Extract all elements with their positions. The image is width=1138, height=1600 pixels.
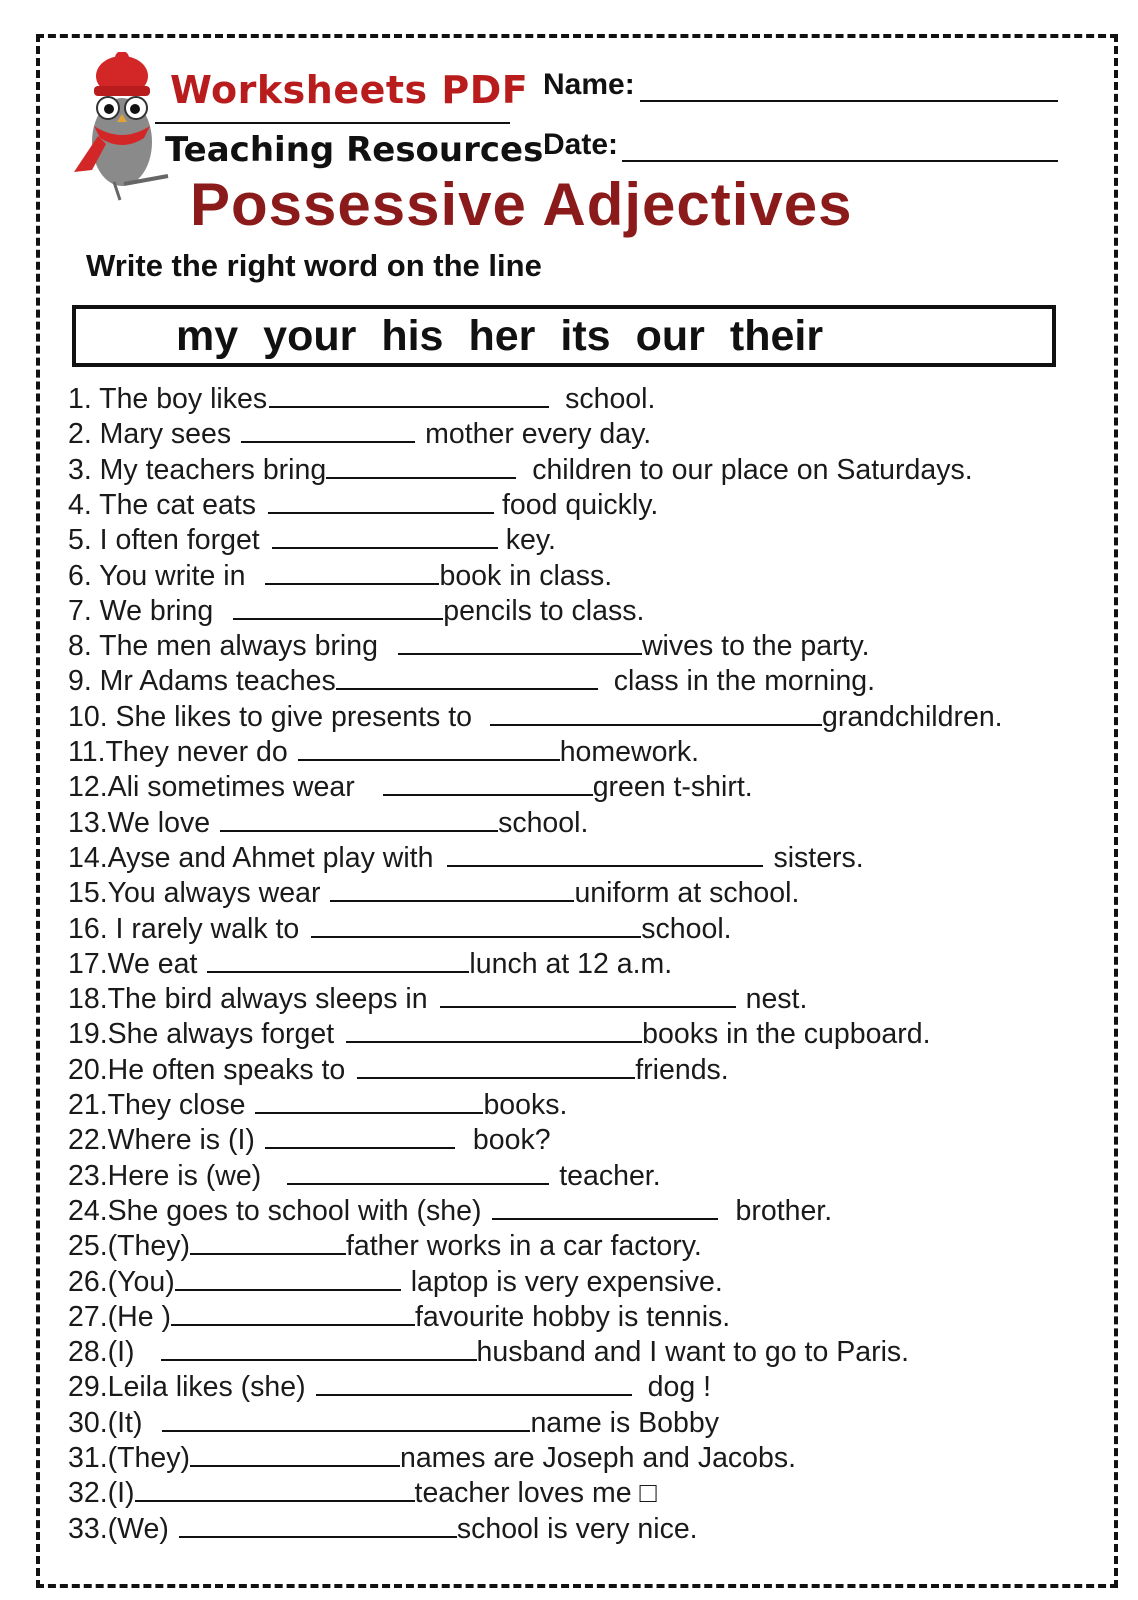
question-text-end: books in the cupboard. [642, 1018, 931, 1051]
question-text: 31.(They) [68, 1442, 190, 1474]
question-text: 24.She goes to school with (she) [68, 1194, 482, 1227]
question-item [68, 947, 672, 981]
question-item [68, 1265, 723, 1299]
question-item [68, 664, 875, 698]
question-text: 7. We bring [68, 594, 214, 627]
question-item [68, 559, 612, 593]
answer-blank[interactable] [330, 878, 574, 902]
question-item [68, 1159, 661, 1193]
question-text: 1. The boy likes [68, 383, 268, 415]
question-item [68, 735, 699, 769]
question-text: 2. Mary sees [68, 418, 232, 451]
question-item [68, 382, 655, 416]
question-text-end: school is very nice. [456, 1512, 698, 1545]
question-text-end: green t-shirt. [592, 771, 753, 804]
question-item [68, 1406, 719, 1440]
answer-blank[interactable] [162, 1408, 530, 1432]
answer-blank[interactable] [492, 1196, 718, 1220]
answer-blank[interactable] [336, 666, 598, 690]
question-text-end: teacher loves me □ [414, 1477, 657, 1510]
answer-blank[interactable] [207, 949, 469, 973]
answer-blank[interactable] [190, 1231, 346, 1255]
question-text: 33.(We) [68, 1512, 169, 1545]
question-item [68, 700, 1003, 734]
question-text: 18.The bird always sleeps in [68, 983, 428, 1016]
question-item [68, 982, 807, 1016]
brand-subtitle: Teaching Resources [165, 130, 544, 170]
question-text: 8. The men always bring [68, 630, 378, 663]
question-text: 26.(You) [68, 1265, 175, 1298]
question-item [68, 912, 732, 946]
question-text: 6. You write in [68, 559, 246, 592]
answer-blank[interactable] [272, 525, 498, 549]
name-field[interactable] [640, 100, 1058, 102]
question-text-end: school. [565, 383, 656, 415]
question-item [68, 770, 753, 804]
question-text-end: mother every day. [425, 418, 652, 451]
question-text-end: laptop is very expensive. [410, 1265, 723, 1298]
question-text-end: nest. [745, 983, 808, 1016]
question-text: 16. I rarely walk to [68, 912, 300, 945]
question-text: 27.(He ) [68, 1300, 171, 1333]
question-text-end: homework. [559, 736, 700, 768]
answer-blank[interactable] [440, 984, 736, 1008]
word-bank-item: your [263, 312, 357, 360]
question-item [68, 594, 644, 628]
question-text-end: uniform at school. [574, 877, 800, 910]
question-text: 30.(It) [68, 1406, 143, 1439]
answer-blank[interactable] [171, 1302, 415, 1326]
question-text: 23.Here is (we) [68, 1159, 262, 1192]
question-item [68, 417, 651, 451]
worksheet-title: Possessive Adjectives [190, 171, 853, 238]
word-bank [176, 312, 823, 361]
question-item [68, 453, 973, 487]
question-text-end: key. [505, 524, 556, 557]
answer-blank[interactable] [383, 772, 593, 796]
question-text: 12.Ali sometimes wear [68, 771, 355, 804]
question-text-end: school. [498, 806, 589, 839]
answer-blank[interactable] [298, 737, 560, 761]
question-text: 5. I often forget [68, 524, 260, 557]
question-item [68, 876, 799, 910]
question-text-end: books. [483, 1089, 568, 1121]
answer-blank[interactable] [179, 1514, 457, 1538]
question-text: 20.He often speaks to [68, 1053, 346, 1086]
question-text-end: teacher. [559, 1159, 661, 1192]
question-item [68, 1053, 729, 1087]
answer-blank[interactable] [135, 1478, 415, 1502]
question-text-end: book in class. [439, 559, 613, 592]
question-text: 13.We love [68, 806, 211, 839]
answer-blank[interactable] [241, 419, 415, 443]
question-text-end: husband and I want to go to Paris. [476, 1336, 910, 1369]
word-bank-item: our [635, 312, 705, 360]
answer-blank[interactable] [326, 455, 516, 479]
question-text-end: grandchildren. [821, 700, 1003, 733]
answer-blank[interactable] [255, 1090, 483, 1114]
question-text-end: book? [472, 1124, 551, 1157]
question-text-end: brother. [735, 1194, 833, 1227]
instruction-text: Write the right word on the line [86, 248, 542, 283]
answer-blank[interactable] [490, 702, 822, 726]
answer-blank[interactable] [316, 1372, 632, 1396]
question-text: 3. My teachers bring [68, 453, 327, 486]
question-text-end: sisters. [773, 841, 864, 874]
question-item [68, 1229, 702, 1263]
question-text-end: children to our place on Saturdays. [532, 453, 973, 486]
answer-blank[interactable] [220, 808, 498, 832]
answer-blank[interactable] [357, 1055, 635, 1079]
question-item [68, 1300, 730, 1334]
question-text: 21.They close [68, 1089, 246, 1121]
question-text: 29.Leila likes (she) [68, 1371, 306, 1404]
word-bank-item: her [468, 312, 536, 360]
question-text: 19.She always forget [68, 1018, 335, 1051]
question-text: 9. Mr Adams teaches [68, 665, 336, 698]
word-bank-item: his [381, 312, 444, 360]
question-text-end: name is Bobby [530, 1406, 719, 1439]
word-bank-item: its [560, 312, 611, 360]
question-item [68, 523, 556, 557]
question-text: 15.You always wear [68, 877, 321, 910]
question-item [68, 629, 870, 663]
question-item [68, 806, 588, 840]
brand-divider [155, 122, 510, 124]
question-text: 25.(They) [68, 1230, 190, 1263]
answer-blank[interactable] [233, 596, 443, 620]
question-text: 28.(I) [68, 1336, 135, 1369]
question-text-end: class in the morning. [613, 665, 876, 698]
question-text-end: favourite hobby is tennis. [414, 1300, 731, 1333]
question-text-end: pencils to class. [443, 594, 645, 627]
word-bank-box [72, 305, 1056, 367]
question-text-end: father works in a car factory. [345, 1230, 702, 1263]
answer-blank[interactable] [268, 490, 494, 514]
question-item [68, 1123, 551, 1157]
question-text-end: wives to the party. [641, 630, 870, 663]
answer-blank[interactable] [265, 1125, 455, 1149]
answer-blank[interactable] [346, 1019, 642, 1043]
name-label: Name: [543, 68, 635, 101]
question-item [68, 1441, 796, 1475]
question-text: 4. The cat eats [68, 488, 257, 521]
question-text-end: school. [641, 912, 732, 945]
question-item [68, 841, 864, 875]
question-text-end: friends. [635, 1053, 729, 1086]
answer-blank[interactable] [175, 1267, 401, 1291]
question-item [68, 1512, 698, 1546]
question-text: 11.They never do [68, 736, 288, 768]
question-text-end: food quickly. [502, 488, 659, 521]
question-item [68, 1088, 567, 1122]
answer-blank[interactable] [398, 631, 642, 655]
question-text: 22.Where is (I) [68, 1124, 255, 1157]
question-item [68, 1194, 832, 1228]
answer-blank[interactable] [287, 1161, 549, 1185]
answer-blank[interactable] [265, 561, 439, 585]
answer-blank[interactable] [161, 1337, 477, 1361]
question-text: 17.We eat [68, 947, 198, 980]
question-text: 14.Ayse and Ahmet play with [68, 841, 434, 874]
question-item [68, 1476, 657, 1510]
question-text: 10. She likes to give presents to [68, 700, 472, 733]
word-bank-item: their [729, 312, 824, 360]
question-item [68, 1017, 931, 1051]
answer-blank[interactable] [190, 1443, 400, 1467]
question-text-end: lunch at 12 a.m. [469, 947, 673, 980]
word-bank-item: my [176, 312, 239, 360]
question-text-end: dog ! [647, 1371, 712, 1404]
question-item [68, 1335, 909, 1369]
date-field[interactable] [622, 160, 1058, 162]
question-item [68, 488, 658, 522]
question-text: 32.(I) [68, 1477, 135, 1510]
date-label: Date: [543, 128, 619, 161]
answer-blank[interactable] [311, 914, 641, 938]
question-text-end: names are Joseph and Jacobs. [399, 1442, 797, 1474]
question-item [68, 1370, 711, 1404]
owl-mascot-icon [64, 52, 174, 202]
brand-name: Worksheets PDF [170, 68, 529, 112]
answer-blank[interactable] [269, 384, 549, 408]
answer-blank[interactable] [447, 843, 763, 867]
